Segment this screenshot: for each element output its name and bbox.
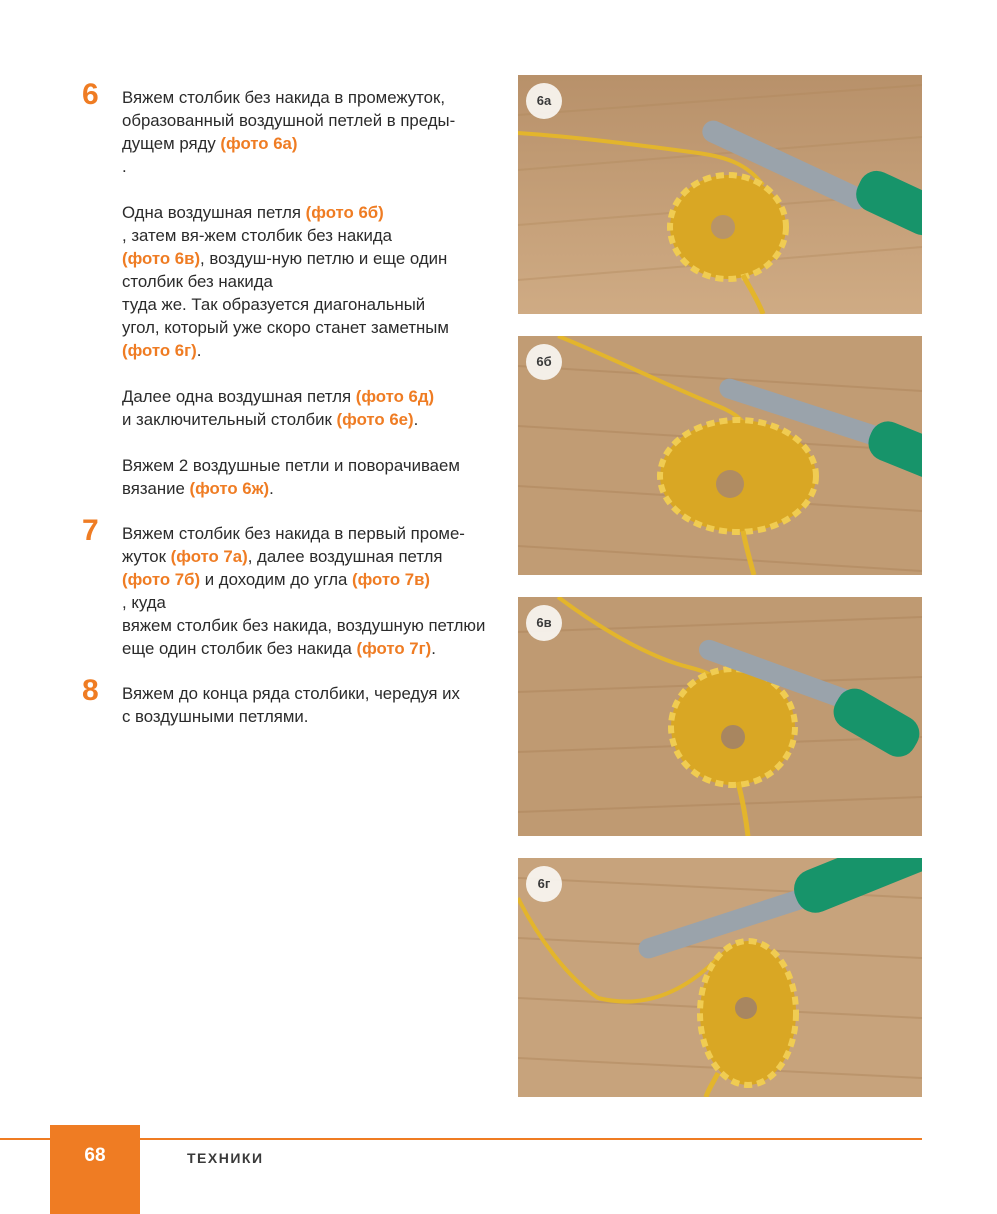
photo-reference: (фото 6ж) xyxy=(189,479,270,498)
photo-reference: (фото 7а) xyxy=(170,547,248,566)
photo-6g xyxy=(518,858,922,1097)
step-number: 8 xyxy=(82,674,99,707)
photo-6b xyxy=(518,336,922,575)
text-run: . xyxy=(413,410,419,429)
photo-reference: (фото 7б) xyxy=(122,570,201,589)
text-run: Вяжем 2 воздушные петли и поворачиваем xyxy=(122,456,460,475)
photo-label: 6а xyxy=(526,83,562,119)
photo-label: 6б xyxy=(526,344,562,380)
text-run: и еще один столбик без накида xyxy=(122,616,486,658)
crochet-photo-image xyxy=(518,336,922,575)
step-paragraph xyxy=(122,86,502,178)
text-run: Далее одна воздушная петля xyxy=(122,387,356,406)
text-run: . xyxy=(269,479,274,498)
photo-reference: (фото 6г) xyxy=(122,341,197,360)
text-run: жуток xyxy=(122,547,171,566)
text-run: , далее воздушная петля xyxy=(247,547,443,566)
text-run: вязание xyxy=(122,479,190,498)
step-7 xyxy=(82,514,502,660)
instructions xyxy=(82,78,502,728)
photo-label: 6в xyxy=(526,605,562,641)
crochet-photo-image xyxy=(518,858,922,1097)
page-number: 68 xyxy=(50,1125,140,1214)
photo-6v xyxy=(518,597,922,836)
text-run: и заключительный столбик xyxy=(122,410,337,429)
step-paragraph xyxy=(122,682,502,728)
step-paragraph xyxy=(122,385,502,431)
photo-reference: (фото 7г) xyxy=(356,639,432,658)
photo-reference: (фото 6в) xyxy=(122,249,201,268)
step-paragraph xyxy=(122,522,502,660)
text-run: туда же. Так образуется диагональный xyxy=(122,295,426,314)
text-run: . xyxy=(196,341,202,360)
text-run: , куда xyxy=(122,593,166,612)
text-run: угол, который уже скоро станет заметным xyxy=(122,318,449,337)
text-run: образованный воздушной петлей в преды- xyxy=(122,111,456,130)
photo-label: 6г xyxy=(526,866,562,902)
text-run: ную петлю и еще один столбик без накида xyxy=(122,249,448,291)
photo-reference: (фото 6а) xyxy=(220,134,298,153)
step-number: 7 xyxy=(82,514,99,547)
text-run: , затем вя- xyxy=(122,226,205,245)
crochet-photo-image xyxy=(518,75,922,314)
text-run: с воздушными петлями. xyxy=(122,707,309,726)
text-run: Вяжем до конца ряда столбики, чередуя их xyxy=(122,684,460,703)
photo-reference: (фото 6б) xyxy=(305,203,384,222)
step-number: 6 xyxy=(82,78,99,111)
text-run: жем столбик без накида xyxy=(204,226,392,245)
text-run: , воздуш- xyxy=(200,249,272,268)
text-run: Вяжем столбик без накида в первый проме- xyxy=(122,524,465,543)
text-run: и доходим до угла xyxy=(200,570,352,589)
text-run: дущем ряду xyxy=(122,134,221,153)
text-run: . xyxy=(431,639,436,658)
text-run: Одна воздушная петля xyxy=(122,203,306,222)
crochet-photo-image xyxy=(518,597,922,836)
step-paragraph xyxy=(122,454,502,500)
photo-reference: (фото 7в) xyxy=(351,570,431,589)
step-6 xyxy=(82,78,502,500)
section-title: ТЕХНИКИ xyxy=(187,1150,264,1166)
text-run: вяжем столбик без накида, воздушную петлю xyxy=(122,616,477,635)
step-paragraph xyxy=(122,201,502,362)
text-run: . xyxy=(122,157,127,176)
photo-6a xyxy=(518,75,922,314)
photo-reference: (фото 6е) xyxy=(336,410,414,429)
text-run: Вяжем столбик без накида в промежуток, xyxy=(122,88,445,107)
photo-reference: (фото 6д) xyxy=(355,387,435,406)
step-8 xyxy=(82,674,502,728)
